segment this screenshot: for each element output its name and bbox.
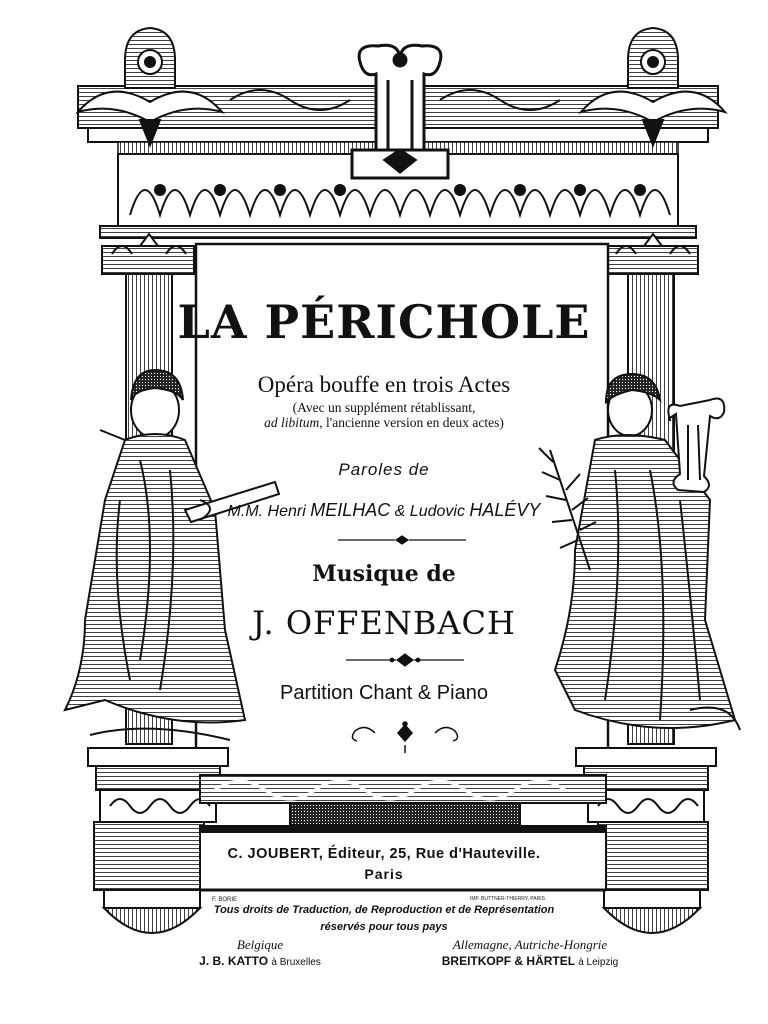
publisher-city: Paris xyxy=(364,866,404,882)
opera-subtitle: Opéra bouffe en trois Actes xyxy=(257,372,511,397)
lyrics-label: Paroles de xyxy=(338,460,430,479)
right-capital xyxy=(606,234,698,274)
printer-mark: IMP. BUTTNER-THIERRY, PARIS xyxy=(470,896,545,902)
composer-name: J. OFFENBACH xyxy=(252,604,516,642)
music-label: Musique de xyxy=(312,561,456,587)
distributor-belgium xyxy=(150,954,370,968)
rights-line-2: réservés pour tous pays xyxy=(320,921,448,933)
supplement-note-rest: , l'ancienne version en deux actes) xyxy=(319,415,504,430)
distributor-germany xyxy=(400,954,660,968)
engraver-signature: F. BORIE xyxy=(212,897,238,903)
distributor-city: à Bruxelles xyxy=(271,957,321,968)
left-capital xyxy=(102,234,194,274)
edition-label: Partition Chant & Piano xyxy=(280,682,488,704)
supplement-note-line1: (Avec un supplément rétablissant, xyxy=(292,400,476,415)
distributor-name: BREITKOPF & HÄRTEL xyxy=(441,954,575,968)
distributor-country-germany: Allemagne, Autriche-Hongrie xyxy=(452,937,608,952)
distributor-name: J. B. KATTO xyxy=(199,954,269,968)
lyricists-line xyxy=(0,500,768,521)
opera-title: LA PÉRICHOLE xyxy=(177,295,591,349)
rights-line-1: Tous droits de Traduction, de Reproduction et de Représentation xyxy=(213,904,555,916)
lyricist-meilhac: MEILHAC xyxy=(310,500,391,520)
lyricists-prefix: M.M. Henri xyxy=(227,503,311,520)
publisher-line: C. JOUBERT, Éditeur, 25, Rue d'Hauteville. xyxy=(227,846,541,862)
lyricist-halevy: HALÉVY xyxy=(469,500,541,520)
ad-libitum-text: ad libitum xyxy=(264,415,320,430)
lyricists-joiner: & Ludovic xyxy=(390,503,470,520)
supplement-note-line2 xyxy=(0,415,768,431)
distributor-country-belgium: Belgique xyxy=(236,937,284,952)
distributor-city: à Leipzig xyxy=(578,957,619,968)
